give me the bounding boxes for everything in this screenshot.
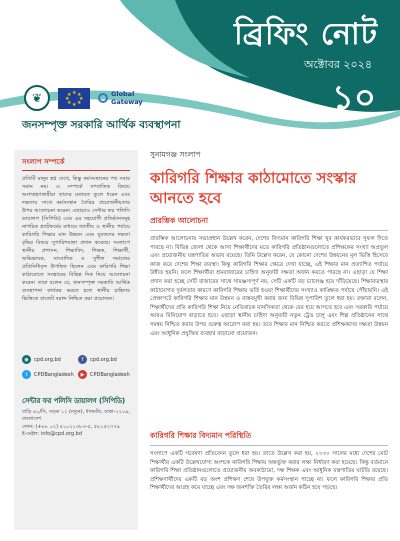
social-link-label: CPDBangladesh bbox=[90, 371, 130, 378]
eu-flag-icon: ★ ★ ★ ★ ★ ★ ★ ★ bbox=[58, 88, 90, 109]
sidebar-heading: সংলাপ সম্পর্কে bbox=[22, 156, 130, 171]
social-link-youtube[interactable] bbox=[78, 370, 130, 379]
global-gateway-logo bbox=[98, 90, 143, 106]
global-gateway-text: Global Gateway bbox=[111, 90, 143, 106]
global-gateway-icon bbox=[98, 93, 108, 103]
globe-icon: ◉ bbox=[22, 355, 31, 364]
section-body-situation: সংলাপে একটি গবেষণা প্রতিবেদন তুলে ধরা হয়। তাতে উল্লেখ করা হয়, ২০৩০ সালের মধ্যে দেশের মোট শিক্ষার্থীর একটি উল্লেখযোগ্য অংশকে কারিগরি শিক্ষায় অন্তর্ভুক্ত করার লক্ষ্য নির্ধারণ করা হয়েছে। কিন্তু বর্তমানে কারিগরি শিক্ষা প্রতিষ্ঠানগুলোতে প্রয়োজনীয় অবকাঠামো, দক্ষ শিক্ষক এবং আধুনিক যন্ত্রপাতির ঘাটতি রয়েছে। প্রশিক্ষণার্থীদের একটি বড় অংশ প্রশিক্ষণ শেষে উপযুক্ত কর্মসংস্থান পাচ্ছে না। ফলে কারিগরি শিক্ষার প্রতি শিক্ষার্থীদের আগ্রহ কমে যাচ্ছে এবং দক্ষ জনশক্তি তৈরির লক্ষ্য অর্জন কঠিন হয়ে পড়ছে। bbox=[150, 451, 388, 492]
section-divider bbox=[150, 445, 388, 446]
twitter-icon: t bbox=[22, 370, 31, 379]
sidebar-about-dialogue bbox=[14, 150, 138, 530]
article-kicker: সুনামগঞ্জ সংলাপ bbox=[150, 150, 201, 159]
section-body-intro: প্রারম্ভিক আলোচনায় সভাপ্রধান উল্লেখ করেন, দেশের বিদ্যমান কারিগরি শিক্ষা খুব কার্যকরভাবে সুফল দিতে পারছে না। বিভিন্ন জেলা থেকে আসা শিক্ষার্থীদের মতে কারিগরি প্রতিষ্ঠানগুলোতে প্রশিক্ষকের সংখ্যা অপ্রতুল এবং প্রয়োজনীয় যন্ত্রপাতির অভাব রয়েছে। তিনি উল্লেখ করেন, যে কোনো দেশের উন্নয়নের মূল ভিত্তি হিসেবে কাজ করে দেশের শিক্ষা ব্যবস্থা। কিন্তু কারিগরি শিক্ষার ক্ষেত্রে দেখা যাচ্ছে, এই শিক্ষার মান প্রত্যাশিত পর্যায়ে উন্নীত হয়নি। ফলে শিক্ষার্থীরা শ্রমবাজারের চাহিদা অনুযায়ী দক্ষতা অর্জন করতে পারছে না। এছাড়া যে শিক্ষা প্রদান করা হচ্ছে সেটি বাজারের সাথে সামঞ্জস্যপূর্ণ নয়, সেটি একটি বড় চ্যালেঞ্জ হয়ে দাঁড়িয়েছে। শিক্ষাব্যবস্থার কাঠামোগত দুর্বলতার কারণে কারিগরি শিক্ষায় ভর্তি হওয়া শিক্ষার্থীদের সংখ্যাও কাঙ্ক্ষিত পর্যায়ে পৌঁছায়নি। এই প্রেক্ষাপটে কারিগরি শিক্ষার মান উন্নয়ন ও বাস্তবমুখী করার জন্য বিভিন্ন সুপারিশ তুলে ধরা হয়। বক্তারা বলেন, শিক্ষার্থীদের প্রতি কারিগরি শিক্ষা নিয়ে নেতিবাচক মানসিকতা থেকে বের হয়ে আসতে হবে এবং সরকারি পর্যায়ে আরও বিনিয়োগ বাড়াতে হবে। এছাড়া স্থানীয় চাহিদা অনুযায়ী নতুন ট্রেড চালু এবং শিল্প প্রতিষ্ঠানের সাথে সমন্বয় নিশ্চিত করার উপর গুরুত্ব আরোপ করা হয়। তবে শিক্ষার মান নিশ্চিত করতে প্রশিক্ষকদের দক্ষতা উন্নয়ন এবং আধুনিক প্রযুক্তির ব্যবহার বাড়ানো প্রয়োজন। bbox=[150, 236, 388, 337]
social-links bbox=[22, 355, 130, 379]
section-divider bbox=[150, 230, 388, 231]
social-link-twitter[interactable] bbox=[22, 370, 74, 379]
org-name: সেন্টার ফর পলিসি ডায়ালগ (সিপিডি) bbox=[22, 397, 126, 405]
page-title: ব্রিফিং নোট bbox=[234, 17, 378, 52]
article-headline: কারিগরি শিক্ষার কাঠামোতে সংস্কার আনতে হবে bbox=[150, 169, 357, 207]
cpd-logo-icon: ❦ bbox=[24, 85, 50, 111]
issue-number: ১০ bbox=[331, 78, 376, 118]
section-title-intro: প্রারম্ভিক আলোচনা bbox=[150, 216, 209, 225]
social-link-facebook[interactable] bbox=[78, 355, 130, 364]
social-link-website[interactable] bbox=[22, 355, 74, 364]
section-title-situation: কারিগরি শিক্ষার বিদ্যমান পরিস্থিতি bbox=[150, 431, 252, 440]
social-link-label: cpd.org.bd bbox=[90, 356, 117, 363]
issue-date: অক্টোবর ২০২৪ bbox=[303, 58, 372, 71]
partner-logos bbox=[24, 85, 143, 111]
main-article bbox=[150, 150, 388, 541]
sidebar-body: প্রতিটি মানুষ স্বপ্ন দেখে, কিন্তু কর্মসংস্থানের পথ সবার সমান নয়। এ সম্পর্কে সাম্প্রতিক বিষয়ে অংশগ্রহণকারীরা তাদের মতামত তুলে ধরেন এবং দক্ষতার সাথে কর্মসংস্থান তৈরির প্রয়োজনীয়তার উপর আলোচনা করেন। এছাড়াও সেন্টার ফর পলিসি ডায়ালগ (সিপিডি) এবং এর সহযোগী প্রতিষ্ঠানসমূহ নাগরিক প্ল্যাটফর্মের মাধ্যমে জাতীয় ও স্থানীয় পর্যায়ে কারিগরি শিক্ষার মান উন্নয়ন এবং যুবকদের দক্ষতা বৃদ্ধির বিষয়ে সুপারিশমালা প্রদান করেছে। সংলাপে স্থানীয় প্রশাসন, শিক্ষাবিদ, শিক্ষক, শিক্ষার্থী, অভিভাবক, সাংবাদিক ও সুশীল সমাজের প্রতিনিধিবৃন্দ উপস্থিত ছিলেন এবং কারিগরি শিক্ষা কাঠামোতে সংস্কারের বিভিন্ন দিক নিয়ে আলোচনা করেন। তারা বলেন যে, জনসম্পৃক্ত সরকারি আর্থিক ব্যবস্থাপনা কার্যকর করতে হলে স্থানীয় চাহিদার ভিত্তিতে বাজেট বরাদ্দ নিশ্চিত করা প্রয়োজন। bbox=[22, 176, 130, 302]
social-link-label: CPDBangladesh bbox=[34, 371, 74, 378]
header-banner bbox=[0, 0, 400, 135]
facebook-icon: f bbox=[78, 355, 87, 364]
series-name: জনসম্পৃক্ত সরকারি আর্থিক ব্যবস্থাপনা bbox=[22, 119, 181, 131]
youtube-icon: ▶ bbox=[78, 370, 87, 379]
social-link-label: cpd.org.bd bbox=[34, 356, 61, 363]
org-address: বাড়ি ৪০/সি, সড়ক ১১ (নতুন), ধানমন্ডি, ঢাকা-১২০৯, বাংলাদেশ ফোন: (+৮৮ ০২) ৪১০২১৩৮৩-৫, ৫৮১৫২৭৭৯ ই-মেইল: info@cpd.org.bd bbox=[22, 409, 130, 438]
